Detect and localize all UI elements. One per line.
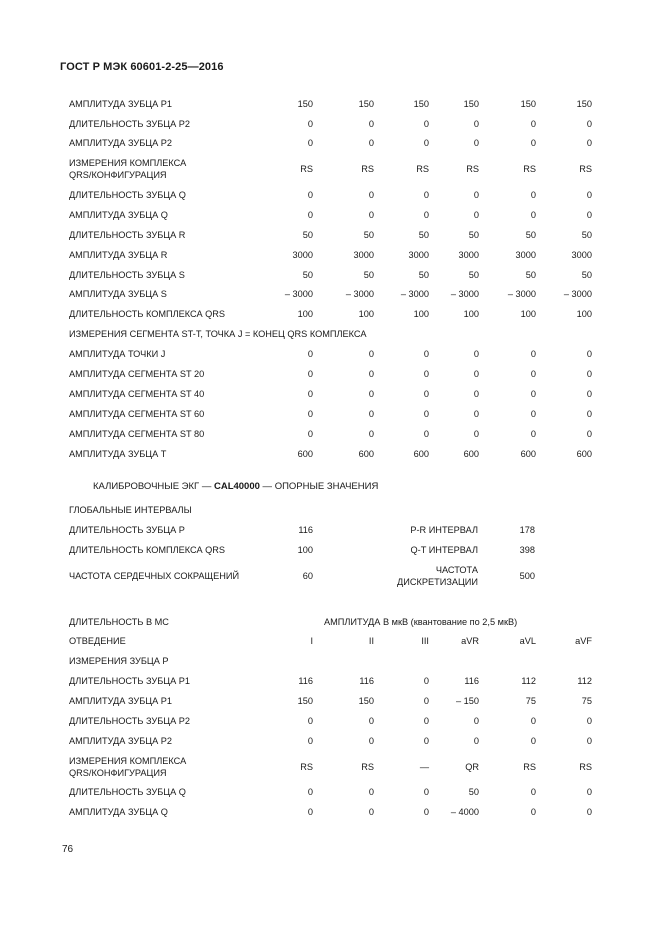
row-label: АМПЛИТУДА ЗУБЦА P1 <box>69 99 172 109</box>
row-label: АМПЛИТУДА ЗУБЦА Q <box>69 210 168 220</box>
global-right-value: 178 <box>519 525 535 535</box>
cell-value: 0 <box>423 389 429 399</box>
cell-value: 0 <box>586 409 592 419</box>
cell-value: 0 <box>368 389 374 399</box>
table-row <box>0 736 661 756</box>
global-intervals-heading: ГЛОБАЛЬНЫЕ ИНТЕРВАЛЫ <box>69 505 192 515</box>
cell-value: 0 <box>473 138 479 148</box>
cell-value: 3000 <box>571 250 592 260</box>
cell-value: 0 <box>423 716 429 726</box>
cell-value: – 3000 <box>400 289 429 299</box>
row-label: ИЗМЕРЕНИЯ КОМПЛЕКСА <box>69 756 187 766</box>
cell-value: RS <box>579 762 592 772</box>
row-label: ДЛИТЕЛЬНОСТЬ ЗУБЦА Q <box>69 190 186 200</box>
cell-value: 50 <box>418 230 429 240</box>
global-right-value: 500 <box>519 571 535 581</box>
row-label: АМПЛИТУДА ЗУБЦА S <box>69 289 167 299</box>
table-row <box>0 210 661 230</box>
row-label: АМПЛИТУДА ЗУБЦА Q <box>69 807 168 817</box>
cell-value: 0 <box>368 716 374 726</box>
cell-value: 3000 <box>408 250 429 260</box>
cell-value: 0 <box>530 429 536 439</box>
cell-value: 0 <box>473 210 479 220</box>
row-label: ДЛИТЕЛЬНОСТЬ КОМПЛЕКСА QRS <box>69 309 226 319</box>
cell-value: 600 <box>520 449 536 459</box>
cell-value: 3000 <box>292 250 313 260</box>
cell-value: 0 <box>368 349 374 359</box>
cell-value: 0 <box>307 409 313 419</box>
row-label: АМПЛИТУДА ЗУБЦА P2 <box>69 736 172 746</box>
cell-value: 150 <box>297 99 313 109</box>
cell-value: 0 <box>423 138 429 148</box>
lead-label: ОТВЕДЕНИЕ <box>69 636 126 646</box>
cell-value: 600 <box>297 449 313 459</box>
cell-value: 0 <box>586 736 592 746</box>
cell-value: 0 <box>530 138 536 148</box>
global-right-label: ДИСКРЕТИЗАЦИИ <box>397 577 478 587</box>
cell-value: 0 <box>473 716 479 726</box>
cell-value: 100 <box>463 309 479 319</box>
cell-value: 0 <box>586 807 592 817</box>
table-row <box>0 190 661 210</box>
cell-value: 600 <box>576 449 592 459</box>
p-wave-heading: ИЗМЕРЕНИЯ ЗУБЦА P <box>69 656 169 666</box>
table-row <box>0 449 661 469</box>
global-right-value: 398 <box>519 545 535 555</box>
global-right-label: Q-T ИНТЕРВАЛ <box>410 545 478 555</box>
table-row <box>0 250 661 270</box>
cell-value: 0 <box>368 138 374 148</box>
cell-value: 0 <box>368 787 374 797</box>
cell-value: 50 <box>468 270 479 280</box>
cell-value: 0 <box>530 716 536 726</box>
cell-value: 0 <box>307 119 313 129</box>
cell-value: 0 <box>368 807 374 817</box>
cell-value: 0 <box>530 807 536 817</box>
amplitude-label: АМПЛИТУДА В мкВ (квантование по 2,5 мкВ) <box>324 617 518 627</box>
cell-value: 0 <box>530 409 536 419</box>
table-row <box>0 676 661 696</box>
table-row <box>0 230 661 250</box>
cell-value: 0 <box>423 349 429 359</box>
cell-value: 100 <box>413 309 429 319</box>
cell-value: 0 <box>307 716 313 726</box>
cell-value: 112 <box>577 676 592 686</box>
calibration-prefix: КАЛИБРОВОЧНЫЕ ЭКГ — <box>93 481 214 492</box>
cell-value: 50 <box>363 270 374 280</box>
row-label: АМПЛИТУДА ЗУБЦА R <box>69 250 168 260</box>
cell-value: 0 <box>473 190 479 200</box>
cell-value: 0 <box>530 787 536 797</box>
cell-value: 0 <box>586 349 592 359</box>
cell-value: – 150 <box>456 696 479 706</box>
table-row <box>0 787 661 807</box>
cell-value: 0 <box>586 190 592 200</box>
cell-value: – 3000 <box>284 289 313 299</box>
table-row <box>0 429 661 449</box>
cell-value: RS <box>300 762 313 772</box>
cell-value: 50 <box>468 787 479 797</box>
table-row <box>0 369 661 389</box>
lead-name: aVL <box>519 636 536 646</box>
table-row <box>0 158 661 184</box>
cell-value: 0 <box>530 736 536 746</box>
table-row <box>0 99 661 119</box>
cell-value: 0 <box>473 349 479 359</box>
cell-value: 150 <box>463 99 479 109</box>
cell-value: 0 <box>473 736 479 746</box>
cell-value: 0 <box>368 409 374 419</box>
cell-value: 75 <box>581 696 592 706</box>
cell-value: 0 <box>530 369 536 379</box>
cell-value: 116 <box>359 676 374 686</box>
st-segment-heading: ИЗМЕРЕНИЯ СЕГМЕНТА ST-T, ТОЧКА J = КОНЕЦ QRS КОМПЛЕКСА <box>69 329 367 339</box>
cell-value: 0 <box>473 389 479 399</box>
cell-value: 600 <box>358 449 374 459</box>
cell-value: 50 <box>468 230 479 240</box>
cell-value: 0 <box>530 349 536 359</box>
cell-value: 0 <box>586 369 592 379</box>
cell-value: 0 <box>423 210 429 220</box>
cell-value: 100 <box>576 309 592 319</box>
duration-label: ДЛИТЕЛЬНОСТЬ В МС <box>69 617 169 627</box>
row-label: АМПЛИТУДА ТОЧКИ J <box>69 349 166 359</box>
row-label: АМПЛИТУДА СЕГМЕНТА ST 40 <box>69 389 205 399</box>
lead-name: III <box>421 636 429 646</box>
cell-value: 0 <box>473 119 479 129</box>
cell-value: 0 <box>423 409 429 419</box>
cell-value: 600 <box>413 449 429 459</box>
cell-value: 150 <box>297 696 313 706</box>
cell-value: 100 <box>520 309 536 319</box>
table-row <box>0 289 661 309</box>
lead-name: aVF <box>575 636 592 646</box>
cell-value: 0 <box>423 696 429 706</box>
cell-value: 50 <box>581 230 592 240</box>
table-row <box>0 349 661 369</box>
cell-value: 0 <box>586 210 592 220</box>
page-number: 76 <box>62 844 74 855</box>
cell-value: RS <box>361 762 374 772</box>
cell-value: 0 <box>423 736 429 746</box>
cell-value: 0 <box>423 787 429 797</box>
cell-value: 0 <box>307 736 313 746</box>
cell-value: – 3000 <box>507 289 536 299</box>
global-left-value: 100 <box>297 545 313 555</box>
cell-value: 150 <box>413 99 429 109</box>
table-row <box>0 270 661 290</box>
cell-value: 0 <box>586 138 592 148</box>
cell-value: RS <box>523 164 536 174</box>
cell-value: 3000 <box>515 250 536 260</box>
row-label: АМПЛИТУДА СЕГМЕНТА ST 20 <box>69 369 205 379</box>
row-label: АМПЛИТУДА ЗУБЦА T <box>69 449 167 459</box>
cell-value: 0 <box>473 369 479 379</box>
cell-value: 0 <box>368 429 374 439</box>
cell-value: 50 <box>363 230 374 240</box>
row-label: ДЛИТЕЛЬНОСТЬ ЗУБЦА R <box>69 230 186 240</box>
cell-value: RS <box>416 164 429 174</box>
row-label: АМПЛИТУДА ЗУБЦА P2 <box>69 138 172 148</box>
table-row <box>0 807 661 827</box>
row-label: ДЛИТЕЛЬНОСТЬ ЗУБЦА P1 <box>69 676 190 686</box>
cell-value: QR <box>465 762 479 772</box>
cell-value: 0 <box>423 369 429 379</box>
row-label: АМПЛИТУДА СЕГМЕНТА ST 80 <box>69 429 205 439</box>
table-row <box>0 696 661 716</box>
cell-value: 0 <box>307 389 313 399</box>
cell-value: 112 <box>521 676 536 686</box>
document-header: ГОСТ Р МЭК 60601-2-25—2016 <box>60 61 224 73</box>
cell-value: 0 <box>586 787 592 797</box>
cell-value: 100 <box>297 309 313 319</box>
row-label: QRS/КОНФИГУРАЦИЯ <box>69 768 167 778</box>
cell-value: – 3000 <box>345 289 374 299</box>
cell-value: 0 <box>423 676 429 686</box>
cell-value: 0 <box>586 429 592 439</box>
cell-value: 0 <box>530 389 536 399</box>
table-row <box>0 119 661 139</box>
cell-value: 600 <box>463 449 479 459</box>
table-row <box>0 389 661 409</box>
cell-value: 0 <box>368 190 374 200</box>
cell-value: RS <box>300 164 313 174</box>
global-left-value: 60 <box>302 571 313 581</box>
cell-value: 0 <box>423 807 429 817</box>
global-right-label: ЧАСТОТА <box>435 565 478 575</box>
cell-value: 0 <box>368 119 374 129</box>
cell-value: 0 <box>368 369 374 379</box>
row-label: ДЛИТЕЛЬНОСТЬ ЗУБЦА P2 <box>69 716 190 726</box>
cell-value: 0 <box>307 349 313 359</box>
cell-value: – 3000 <box>450 289 479 299</box>
row-label: ДЛИТЕЛЬНОСТЬ ЗУБЦА Q <box>69 787 186 797</box>
cell-value: 3000 <box>458 250 479 260</box>
cell-value: 0 <box>307 787 313 797</box>
cell-value: 50 <box>418 270 429 280</box>
cell-value: 0 <box>307 190 313 200</box>
cell-value: 0 <box>423 119 429 129</box>
cell-value: 116 <box>298 676 313 686</box>
global-left-label: ЧАСТОТА СЕРДЕЧНЫХ СОКРАЩЕНИЙ <box>69 571 240 581</box>
cell-value: 0 <box>586 119 592 129</box>
cell-value: 0 <box>368 210 374 220</box>
cell-value: RS <box>523 762 536 772</box>
row-label: АМПЛИТУДА СЕГМЕНТА ST 60 <box>69 409 205 419</box>
calibration-suffix: — ОПОРНЫЕ ЗНАЧЕНИЯ <box>259 481 379 492</box>
table-row <box>0 409 661 429</box>
cell-value: 0 <box>307 138 313 148</box>
cell-value: 3000 <box>353 250 374 260</box>
cell-value: 0 <box>473 429 479 439</box>
table-row <box>0 756 661 782</box>
cell-value: 150 <box>358 99 374 109</box>
cell-value: 50 <box>302 270 313 280</box>
table-row <box>0 716 661 736</box>
row-label: АМПЛИТУДА ЗУБЦА P1 <box>69 696 172 706</box>
cell-value: 0 <box>423 190 429 200</box>
lead-name: aVR <box>461 636 479 646</box>
cell-value: 0 <box>307 210 313 220</box>
cell-value: – 3000 <box>563 289 592 299</box>
cell-value: 150 <box>520 99 536 109</box>
cell-value: – 4000 <box>450 807 479 817</box>
cell-value: 0 <box>307 369 313 379</box>
table-row <box>0 309 661 329</box>
cell-value: 150 <box>358 696 374 706</box>
global-right-label: P-R ИНТЕРВАЛ <box>410 525 478 535</box>
row-label: ДЛИТЕЛЬНОСТЬ ЗУБЦА S <box>69 270 185 280</box>
row-label: QRS/КОНФИГУРАЦИЯ <box>69 170 167 180</box>
cell-value: 75 <box>525 696 536 706</box>
cell-value: 150 <box>576 99 592 109</box>
global-left-value: 116 <box>298 525 313 535</box>
cell-value: 116 <box>464 676 479 686</box>
cell-value: 0 <box>423 429 429 439</box>
cell-value: 0 <box>473 409 479 419</box>
lead-header-row <box>0 636 661 656</box>
row-label: ИЗМЕРЕНИЯ КОМПЛЕКСА <box>69 158 187 168</box>
cell-value: 0 <box>586 389 592 399</box>
cell-value: RS <box>579 164 592 174</box>
cell-value: 0 <box>368 736 374 746</box>
cell-value: RS <box>466 164 479 174</box>
calibration-title <box>93 481 378 492</box>
cell-value: — <box>419 762 429 772</box>
global-left-label: ДЛИТЕЛЬНОСТЬ ЗУБЦА P <box>69 525 185 535</box>
lead-name: I <box>310 636 313 646</box>
cell-value: 0 <box>530 210 536 220</box>
cell-value: 50 <box>525 230 536 240</box>
lead-name: II <box>368 636 374 646</box>
cell-value: 0 <box>307 429 313 439</box>
cell-value: 0 <box>586 716 592 726</box>
global-left-label: ДЛИТЕЛЬНОСТЬ КОМПЛЕКСА QRS <box>69 545 226 555</box>
cell-value: RS <box>361 164 374 174</box>
cell-value: 50 <box>302 230 313 240</box>
cell-value: 50 <box>581 270 592 280</box>
calibration-code: CAL40000 <box>213 481 260 492</box>
table-row <box>0 138 661 158</box>
cell-value: 0 <box>530 119 536 129</box>
row-label: ДЛИТЕЛЬНОСТЬ ЗУБЦА P2 <box>69 119 190 129</box>
cell-value: 0 <box>307 807 313 817</box>
cell-value: 0 <box>530 190 536 200</box>
cell-value: 50 <box>525 270 536 280</box>
cell-value: 100 <box>358 309 374 319</box>
